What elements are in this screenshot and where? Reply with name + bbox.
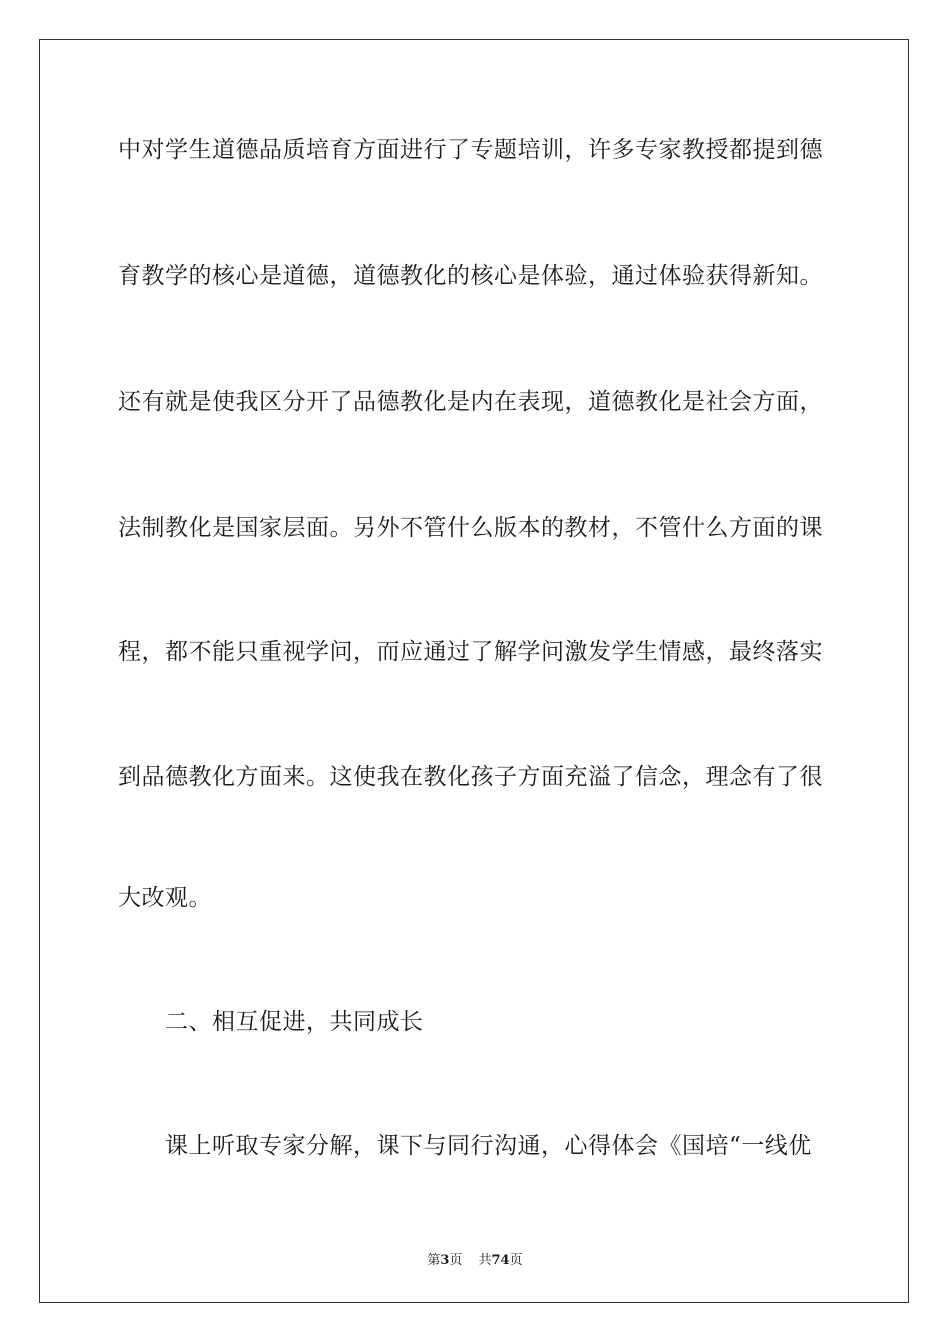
body-text-line: 还有就是使我区分开了品德教化是内在表现，道德教化是社会方面， <box>118 389 823 415</box>
body-text-line: 到品德教化方面来。这使我在教化孩子方面充溢了信念，理念有了很 <box>118 764 823 790</box>
page-number: 3 <box>440 1253 450 1268</box>
body-text-line: 课上听取专家分解，课下与同行沟通，心得体会《国培“一线优 <box>165 1133 812 1159</box>
total-pages: 74 <box>491 1253 510 1268</box>
page-footer <box>0 1249 950 1268</box>
section-heading: 二、相互促进，共同成长 <box>165 1009 424 1035</box>
body-text-line: 法制教化是国家层面。另外不管什么版本的教材，不管什么方面的课 <box>118 515 823 541</box>
total-prefix: 共 <box>478 1253 492 1268</box>
total-suffix: 页 <box>509 1253 523 1268</box>
body-text-line: 中对学生道德品质培育方面进行了专题培训，许多专家教授都提到德 <box>118 137 823 163</box>
body-text-line: 大改观。 <box>118 885 212 911</box>
body-text-line: 程，都不能只重视学问，而应通过了解学问激发学生情感，最终落实 <box>118 639 823 665</box>
page-border <box>39 39 909 1303</box>
page-prefix: 第 <box>427 1253 441 1268</box>
page-suffix: 页 <box>449 1253 463 1268</box>
body-text-line: 育教学的核心是道德，道德教化的核心是体验，通过体验获得新知。 <box>118 263 823 289</box>
